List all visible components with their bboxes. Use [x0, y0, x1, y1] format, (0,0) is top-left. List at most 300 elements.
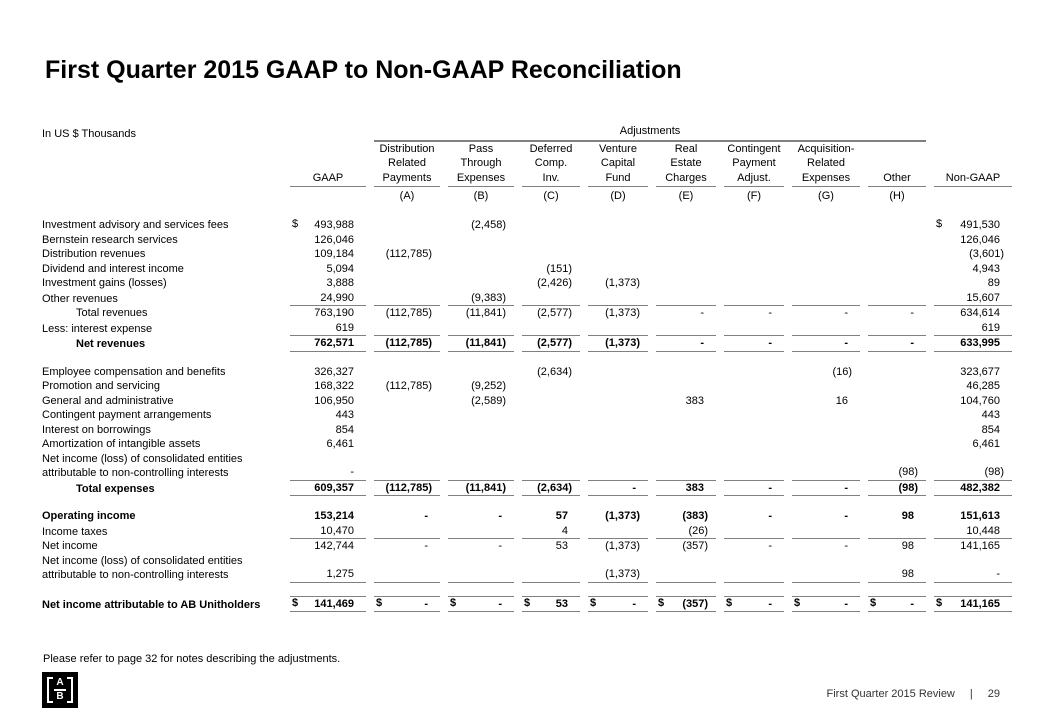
cell-gaap: 443	[335, 409, 354, 421]
footer-page-number: 29	[987, 688, 1000, 700]
table-row	[42, 233, 1012, 248]
cell-contingent	[724, 554, 784, 583]
cell-realestate: (26)	[656, 524, 716, 540]
cell-vcfund: $ -	[588, 596, 648, 613]
cell-pass	[448, 276, 514, 291]
cell-dist	[374, 233, 440, 248]
row-label: General and administrative	[42, 394, 174, 407]
cell-contingent	[724, 218, 784, 233]
cell-dist	[374, 321, 440, 337]
footer	[827, 688, 1001, 700]
cell-pass	[448, 452, 514, 481]
row-label: Investment advisory and services fees	[42, 219, 229, 231]
cell-pass: (11,841)	[448, 481, 514, 497]
cell-dist	[374, 423, 440, 438]
row-label: Investment gains (losses)	[42, 277, 167, 289]
cell-acq	[792, 437, 860, 452]
column-letter-nongaap	[934, 187, 1012, 205]
column-letters-row	[42, 187, 1012, 205]
cell-other: $ -	[868, 596, 926, 613]
cell-other: -	[868, 336, 926, 352]
cell-acq	[792, 452, 860, 481]
cell-vcfund	[588, 408, 648, 423]
cell-dist: $ -	[374, 596, 440, 613]
cell-acq: (16)	[832, 365, 852, 378]
table-row	[42, 539, 1012, 554]
column-header-vcfund: Venture Capital Fund	[588, 142, 648, 188]
cell-pass: -	[498, 540, 502, 552]
cell-vcfund	[588, 291, 648, 307]
cell-contingent: $ -	[724, 596, 784, 613]
cell-acq: -	[844, 307, 848, 319]
row-label: Total expenses	[76, 482, 155, 495]
dollar-sign: $	[590, 596, 597, 609]
column-letter-contingent: (F)	[746, 189, 762, 202]
cell-defcomp	[522, 321, 580, 337]
cell-acq	[792, 554, 860, 583]
cell-contingent	[724, 394, 784, 409]
cell-nongaap: (3,601)	[969, 248, 1004, 260]
cell-vcfund: (1,373)	[605, 510, 640, 522]
row-label: Distribution revenues	[42, 248, 146, 260]
dollar-sign: $	[524, 596, 531, 609]
table-row	[42, 524, 1012, 540]
cell-nongaap: 15,607	[934, 291, 1012, 307]
cell-vcfund: (1,373)	[605, 540, 640, 552]
cell-contingent	[724, 276, 784, 291]
cell-realestate	[656, 321, 716, 337]
column-header-other: Other	[868, 142, 926, 188]
cell-defcomp	[522, 379, 580, 394]
cell-gaap: 854	[335, 423, 354, 436]
cell-realestate	[656, 408, 716, 423]
cell-acq: -	[844, 510, 848, 522]
cell-pass	[448, 554, 514, 583]
cell-defcomp	[522, 554, 580, 583]
dollar-sign: $	[936, 596, 943, 609]
cell-gaap: 126,046	[314, 233, 354, 246]
cell-dist	[374, 365, 440, 380]
cell-dist	[374, 218, 440, 233]
row-label: Promotion and servicing	[42, 380, 161, 392]
cell-other	[868, 394, 926, 409]
column-letter-acq: (G)	[818, 189, 834, 202]
footer-review-label: First Quarter 2015 Review	[826, 688, 955, 700]
cell-gaap: 142,744	[314, 540, 354, 552]
cell-acq: 16	[835, 394, 848, 407]
cell-other: (98)	[868, 481, 926, 497]
spacer-row	[42, 352, 1012, 365]
cell-other	[868, 408, 926, 423]
cell-pass	[448, 262, 514, 277]
row-label: Net income	[42, 540, 98, 552]
cell-nongaap: 634,614	[960, 307, 1000, 319]
reconciliation-table	[34, 124, 1020, 612]
cell-nongaap: 46,285	[966, 380, 1000, 392]
cell-defcomp: (2,577)	[537, 307, 572, 319]
cell-realestate	[656, 247, 716, 262]
cell-gaap: 1,275	[290, 554, 366, 583]
cell-realestate: (357)	[682, 540, 708, 552]
cell-pass	[448, 247, 514, 262]
cell-nongaap: 10,448	[934, 524, 1012, 540]
cell-realestate	[656, 291, 716, 307]
cell-contingent	[724, 452, 784, 481]
table-row	[42, 321, 1012, 337]
table-row	[42, 276, 1012, 291]
row-label: Total revenues	[76, 307, 148, 319]
column-letter-defcomp: (C)	[543, 189, 559, 202]
cell-realestate	[656, 365, 716, 380]
cell-defcomp	[522, 218, 580, 233]
cell-other: 98	[868, 554, 926, 583]
logo-letters	[54, 678, 66, 702]
cell-pass: (9,252)	[471, 380, 506, 392]
table-row	[42, 365, 1012, 380]
cell-acq	[792, 321, 860, 337]
cell-defcomp	[522, 247, 580, 262]
cell-nongaap: 6,461	[972, 438, 1000, 450]
cell-realestate	[656, 276, 716, 291]
cell-vcfund	[588, 262, 648, 277]
cell-contingent: -	[724, 481, 784, 497]
cell-pass: (2,589)	[471, 394, 506, 407]
cell-gaap: 6,461	[326, 438, 354, 450]
cell-gaap: 326,327	[314, 365, 354, 378]
cell-defcomp	[522, 408, 580, 423]
cell-nongaap: $ 141,165	[934, 596, 1012, 613]
dollar-sign: $	[376, 596, 383, 609]
cell-pass	[448, 321, 514, 337]
cell-other	[868, 379, 926, 394]
cell-realestate	[656, 423, 716, 438]
table-row	[42, 262, 1012, 277]
row-label: Operating income	[42, 510, 136, 522]
cell-vcfund	[588, 437, 648, 452]
table-row	[42, 423, 1012, 438]
cell-gaap: 5,094	[326, 262, 354, 275]
cell-gaap: 10,470	[290, 524, 366, 540]
table-row	[42, 408, 1012, 423]
cell-gaap: 106,950	[314, 394, 354, 407]
cell-contingent	[724, 233, 784, 248]
cell-defcomp	[522, 437, 580, 452]
row-label: Other revenues	[42, 292, 118, 305]
row-label: Less: interest expense	[42, 322, 153, 335]
dollar-sign: $	[794, 596, 801, 609]
units-label: In US $ Thousands	[42, 128, 136, 140]
dollar-sign: $	[292, 218, 299, 230]
cell-nongaap: 854	[981, 423, 1000, 436]
cell-vcfund	[588, 452, 648, 481]
cell-contingent: -	[768, 307, 772, 319]
table-row	[42, 509, 1012, 524]
cell-vcfund: (1,373)	[588, 336, 648, 352]
cell-other	[868, 524, 926, 540]
cell-gaap: 3,888	[326, 277, 354, 289]
cell-nongaap: 619	[934, 321, 1012, 337]
cell-dist: (112,785)	[374, 481, 440, 497]
cell-realestate	[656, 379, 716, 394]
column-header-nongaap: Non-GAAP	[934, 142, 1012, 188]
table-row	[42, 306, 1012, 321]
logo-right-bracket-icon	[67, 677, 73, 703]
cell-gaap: 762,571	[290, 336, 366, 352]
cell-nongaap: 104,760	[960, 394, 1000, 407]
cell-nongaap: 4,943	[972, 262, 1000, 275]
cell-other	[868, 262, 926, 277]
cell-dist: -	[424, 540, 428, 552]
cell-pass: (11,841)	[448, 336, 514, 352]
cell-contingent	[724, 379, 784, 394]
cell-defcomp	[522, 394, 580, 409]
cell-dist	[374, 524, 440, 540]
cell-nongaap: 323,677	[960, 365, 1000, 378]
cell-dist	[374, 408, 440, 423]
cell-other: 98	[901, 540, 914, 552]
column-letter-realestate: (E)	[678, 189, 694, 202]
cell-pass	[448, 524, 514, 540]
cell-realestate	[656, 437, 716, 452]
cell-nongaap: 482,382	[934, 481, 1012, 497]
cell-gaap: $ 141,469	[290, 596, 366, 613]
cell-pass: (9,383)	[448, 291, 514, 307]
cell-other	[868, 276, 926, 291]
page-title: First Quarter 2015 GAAP to Non-GAAP Reconciliation	[45, 56, 682, 84]
cell-dist: (112,785)	[385, 307, 432, 319]
row-label: Net income (loss) of consolidated entities attributable to non-controlling interests	[42, 452, 243, 479]
cell-defcomp: (2,577)	[522, 336, 580, 352]
cell-contingent	[724, 408, 784, 423]
column-letter-other: (H)	[889, 189, 905, 202]
cell-vcfund: -	[588, 481, 648, 497]
cell-pass	[448, 423, 514, 438]
table-row	[42, 554, 1012, 583]
row-label: Employee compensation and benefits	[42, 365, 226, 378]
table-row	[42, 218, 1012, 233]
dollar-sign: $	[936, 218, 943, 230]
cell-vcfund: (1,373)	[605, 307, 640, 319]
row-label: Net income (loss) of consolidated entities attributable to non-controlling interests	[42, 554, 243, 581]
cell-vcfund	[588, 365, 648, 380]
adjustments-header-row	[42, 124, 1012, 142]
cell-defcomp	[522, 291, 580, 307]
cell-defcomp	[522, 233, 580, 248]
cell-nongaap: 141,165	[960, 540, 1000, 552]
cell-dist: (112,785)	[374, 336, 440, 352]
cell-pass	[448, 233, 514, 248]
cell-vcfund	[588, 524, 648, 540]
cell-contingent: -	[768, 540, 772, 552]
cell-nongaap: 126,046	[960, 233, 1000, 246]
cell-contingent	[724, 365, 784, 380]
cell-realestate: 383	[685, 394, 704, 407]
table-row	[42, 596, 1012, 613]
spacer-row	[42, 583, 1012, 596]
cell-acq	[792, 379, 860, 394]
cell-defcomp: (2,426)	[537, 277, 572, 289]
cell-gaap: 153,214	[314, 510, 354, 522]
cell-gaap: $ 493,988	[292, 218, 354, 231]
cell-other: (98)	[868, 452, 926, 481]
cell-dist	[374, 452, 440, 481]
cell-nongaap: 89	[987, 277, 1000, 289]
cell-vcfund	[588, 423, 648, 438]
cell-other	[868, 423, 926, 438]
cell-vcfund	[588, 247, 648, 262]
column-header-defcomp: Deferred Comp. Inv.	[522, 142, 580, 188]
cell-dist: (112,785)	[385, 248, 432, 260]
cell-vcfund: (1,373)	[605, 277, 640, 289]
logo-letter-b: B	[56, 691, 64, 702]
cell-gaap: -	[290, 452, 366, 481]
column-header-gaap: GAAP	[290, 142, 366, 188]
cell-pass	[448, 437, 514, 452]
cell-defcomp: 4	[522, 524, 580, 540]
column-header-pass: Pass Through Expenses	[448, 142, 514, 188]
cell-other	[868, 365, 926, 380]
cell-dist	[374, 291, 440, 307]
cell-gaap: 168,322	[314, 380, 354, 392]
cell-contingent	[724, 262, 784, 277]
cell-pass	[448, 365, 514, 380]
cell-defcomp: 57	[555, 510, 568, 522]
cell-acq	[792, 423, 860, 438]
table-row	[42, 379, 1012, 394]
cell-contingent	[724, 291, 784, 307]
row-label: Bernstein research services	[42, 233, 178, 246]
cell-vcfund	[588, 321, 648, 337]
column-header-acq: Acquisition- Related Expenses	[792, 142, 860, 188]
row-label: Amortization of intangible assets	[42, 438, 201, 450]
cell-dist	[374, 554, 440, 583]
cell-dist: -	[424, 510, 428, 522]
column-letter-pass: (B)	[473, 189, 489, 202]
cell-contingent	[724, 321, 784, 337]
cell-acq	[792, 233, 860, 248]
cell-dist: (112,785)	[385, 380, 432, 392]
cell-defcomp: 53	[555, 540, 568, 552]
cell-contingent: -	[768, 510, 772, 522]
cell-realestate: $ (357)	[656, 596, 716, 613]
column-headers-row	[42, 142, 1012, 188]
cell-vcfund	[588, 379, 648, 394]
footer-separator: |	[969, 688, 973, 700]
cell-gaap: 24,990	[290, 291, 366, 307]
column-header-realestate: Real Estate Charges	[656, 142, 716, 188]
cell-pass: $ -	[448, 596, 514, 613]
cell-acq	[792, 262, 860, 277]
cell-acq: -	[844, 540, 848, 552]
cell-pass	[448, 408, 514, 423]
footnote: Please refer to page 32 for notes describing the adjustments.	[43, 653, 341, 665]
cell-dist	[374, 276, 440, 291]
table-row	[42, 481, 1012, 497]
cell-vcfund	[588, 218, 648, 233]
row-label: Dividend and interest income	[42, 262, 184, 275]
dollar-sign: $	[658, 596, 665, 609]
table-row	[42, 394, 1012, 409]
cell-vcfund: (1,373)	[588, 554, 648, 583]
column-letter-gaap	[290, 187, 366, 205]
spacer-row	[42, 205, 1012, 218]
cell-contingent	[724, 247, 784, 262]
cell-gaap: 619	[290, 321, 366, 337]
table-row	[42, 336, 1012, 352]
row-label: Income taxes	[42, 525, 108, 538]
cell-defcomp	[522, 423, 580, 438]
cell-realestate: -	[700, 307, 704, 319]
cell-realestate	[656, 554, 716, 583]
column-letter-dist: (A)	[399, 189, 415, 202]
dollar-sign: $	[726, 596, 733, 609]
dollar-sign: $	[292, 596, 299, 609]
cell-other: -	[910, 307, 914, 319]
cell-other	[868, 291, 926, 307]
cell-contingent	[724, 524, 784, 540]
row-label: Interest on borrowings	[42, 423, 151, 436]
cell-contingent	[724, 437, 784, 452]
spacer-row	[42, 496, 1012, 509]
logo-left-bracket-icon	[47, 677, 53, 703]
dollar-sign: $	[450, 596, 457, 609]
cell-acq	[792, 218, 860, 233]
table-row	[42, 452, 1012, 481]
logo-letter-a: A	[56, 677, 64, 688]
cell-realestate	[656, 452, 716, 481]
cell-nongaap: 151,613	[960, 510, 1000, 522]
cell-dist	[374, 437, 440, 452]
adjustments-span-label: Adjustments	[374, 124, 926, 142]
cell-realestate: 383	[656, 481, 716, 497]
cell-nongaap: 633,995	[934, 336, 1012, 352]
cell-gaap: 109,184	[314, 248, 354, 260]
cell-realestate: (383)	[682, 510, 708, 522]
cell-vcfund	[588, 394, 648, 409]
cell-defcomp: $ 53	[522, 596, 580, 613]
cell-other: 98	[901, 510, 914, 522]
table-row	[42, 437, 1012, 452]
cell-nongaap: (98)	[934, 452, 1012, 481]
cell-contingent: -	[724, 336, 784, 352]
cell-pass: (11,841)	[465, 307, 506, 319]
cell-realestate	[656, 233, 716, 248]
cell-acq	[792, 291, 860, 307]
cell-nongaap: 443	[981, 409, 1000, 421]
cell-other	[868, 247, 926, 262]
cell-acq: -	[792, 336, 860, 352]
cell-acq	[792, 408, 860, 423]
cell-defcomp: (151)	[546, 262, 572, 275]
cell-acq	[792, 276, 860, 291]
cell-dist	[374, 262, 440, 277]
ab-logo	[42, 672, 78, 708]
cell-other	[868, 437, 926, 452]
cell-vcfund	[588, 233, 648, 248]
cell-gaap: 763,190	[314, 307, 354, 319]
cell-defcomp	[522, 452, 580, 481]
dollar-sign: $	[870, 596, 877, 609]
column-letter-vcfund: (D)	[610, 189, 626, 202]
cell-acq	[792, 247, 860, 262]
cell-acq	[792, 524, 860, 540]
cell-contingent	[724, 423, 784, 438]
cell-realestate	[656, 262, 716, 277]
table-row	[42, 247, 1012, 262]
cell-acq: -	[792, 481, 860, 497]
cell-realestate: -	[656, 336, 716, 352]
cell-pass: -	[498, 510, 502, 522]
